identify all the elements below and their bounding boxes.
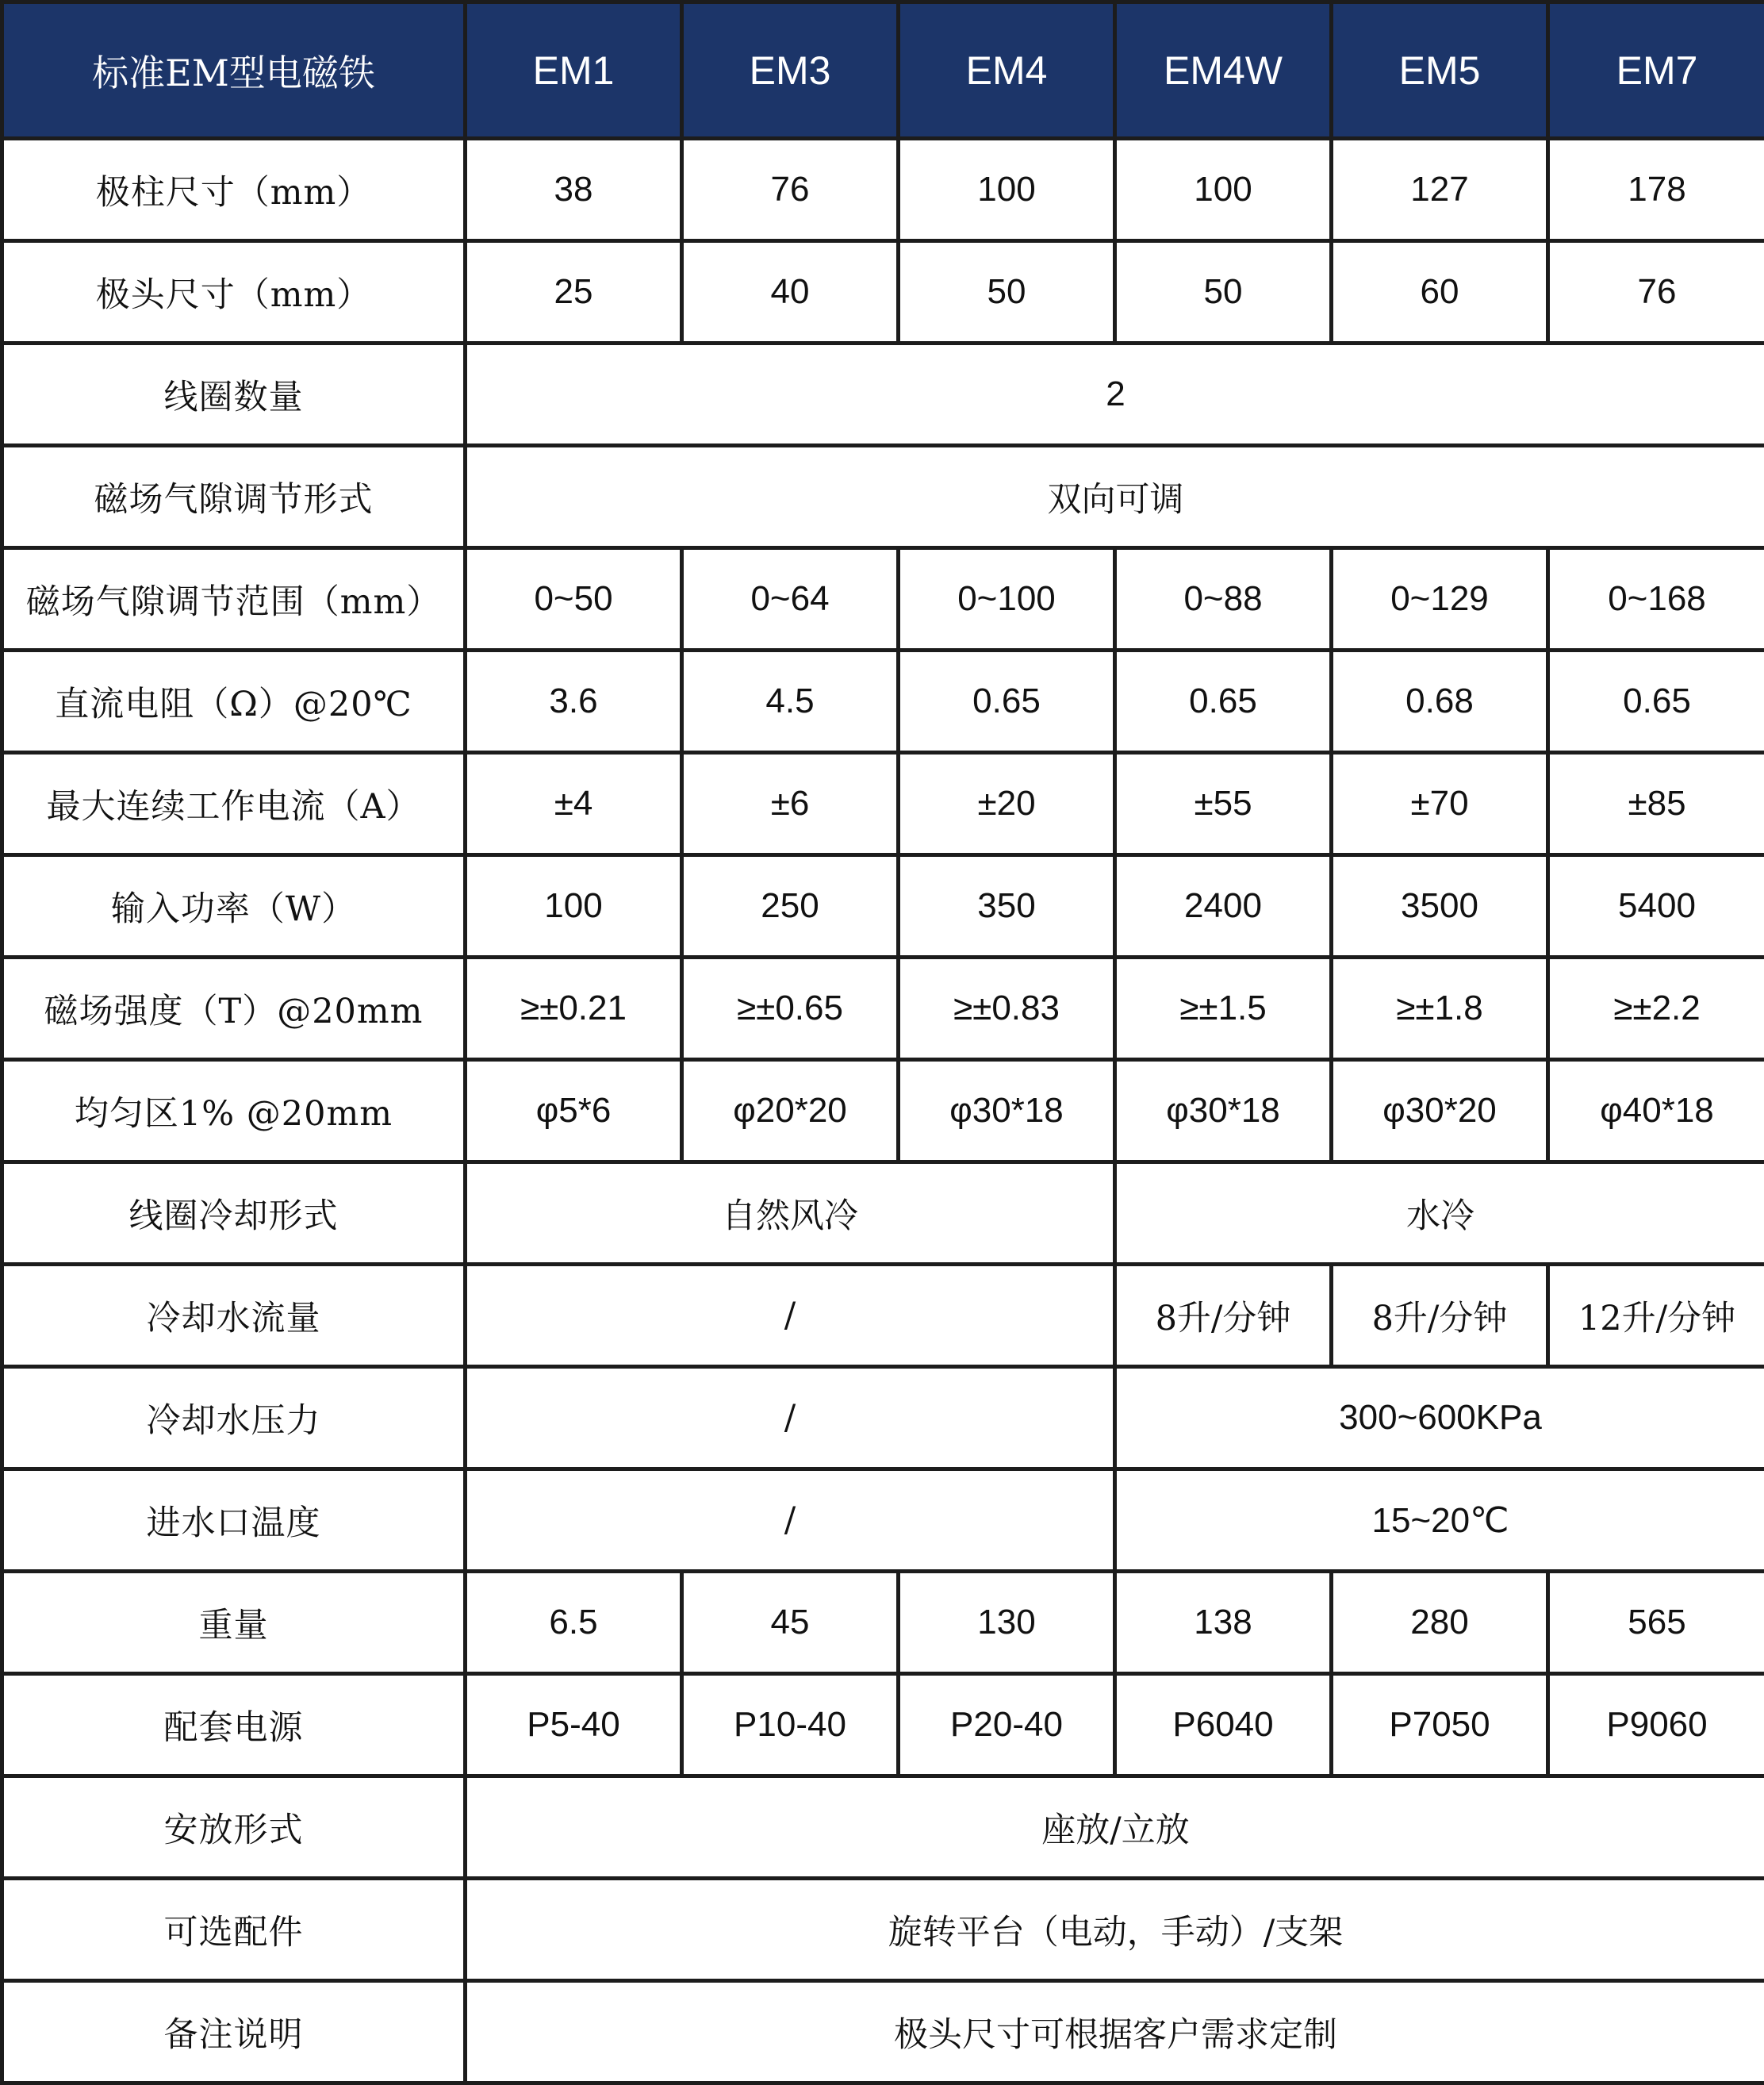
- table-cell: 50: [1115, 241, 1332, 344]
- table-cell: 0~50: [466, 548, 682, 651]
- header-model-em5: EM5: [1332, 2, 1548, 139]
- table-cell: 0.65: [899, 651, 1115, 753]
- table-cell: φ5*6: [466, 1060, 682, 1162]
- table-cell: P20-40: [899, 1674, 1115, 1776]
- row-label: 最大连续工作电流（A）: [2, 753, 466, 855]
- table-cell-merged: 极头尺寸可根据客户需求定制: [466, 1981, 1764, 2083]
- row-notes: [2, 1981, 1764, 2083]
- row-label: 可选配件: [2, 1879, 466, 1981]
- header-model-em4w: EM4W: [1115, 2, 1332, 139]
- row-field-strength: [2, 958, 1764, 1060]
- table-cell: 25: [466, 241, 682, 344]
- row-dc-resistance: [2, 651, 1764, 753]
- table-cell: 38: [466, 139, 682, 241]
- table-cell: 3500: [1332, 855, 1548, 958]
- table-cell: P9060: [1548, 1674, 1764, 1776]
- row-pole-size: [2, 139, 1764, 241]
- row-label: 线圈数量: [2, 344, 466, 446]
- table-cell-merged: 15~20℃: [1115, 1469, 1764, 1572]
- table-cell: 6.5: [466, 1572, 682, 1674]
- table-cell: φ20*20: [682, 1060, 899, 1162]
- row-label: 配套电源: [2, 1674, 466, 1776]
- row-label: 输入功率（W）: [2, 855, 466, 958]
- row-gap-adjust-form: [2, 446, 1764, 548]
- table-cell: φ30*20: [1332, 1060, 1548, 1162]
- row-label: 冷却水流量: [2, 1265, 466, 1367]
- table-cell: 5400: [1548, 855, 1764, 958]
- header-label: 标准EM型电磁铁: [2, 2, 466, 139]
- row-accessories: [2, 1879, 1764, 1981]
- table-cell: 0.65: [1548, 651, 1764, 753]
- table-cell: 8升/分钟: [1332, 1265, 1548, 1367]
- table-cell: 130: [899, 1572, 1115, 1674]
- table-cell: ±55: [1115, 753, 1332, 855]
- header-model-em4: EM4: [899, 2, 1115, 139]
- table-cell: 250: [682, 855, 899, 958]
- row-water-flow: [2, 1265, 1764, 1367]
- table-cell: 45: [682, 1572, 899, 1674]
- table-cell-merged: /: [466, 1265, 1115, 1367]
- row-label: 直流电阻（Ω）@20℃: [2, 651, 466, 753]
- table-cell: ≥±0.83: [899, 958, 1115, 1060]
- table-cell: P5-40: [466, 1674, 682, 1776]
- table-cell: 0.65: [1115, 651, 1332, 753]
- table-cell-merged: 双向可调: [466, 446, 1764, 548]
- table-cell-merged: 自然风冷: [466, 1162, 1115, 1265]
- table-cell: 100: [899, 139, 1115, 241]
- table-cell: 0~88: [1115, 548, 1332, 651]
- table-cell-merged: 300~600KPa: [1115, 1367, 1764, 1469]
- table-cell: 178: [1548, 139, 1764, 241]
- row-uniform-zone: [2, 1060, 1764, 1162]
- table-cell: 3.6: [466, 651, 682, 753]
- table-cell: ≥±1.8: [1332, 958, 1548, 1060]
- table-cell: 76: [682, 139, 899, 241]
- table-cell-merged: 水冷: [1115, 1162, 1764, 1265]
- table-cell: 2400: [1115, 855, 1332, 958]
- header-model-em3: EM3: [682, 2, 899, 139]
- table-cell: 565: [1548, 1572, 1764, 1674]
- table-cell: ±85: [1548, 753, 1764, 855]
- table-cell: 0~168: [1548, 548, 1764, 651]
- row-label: 冷却水压力: [2, 1367, 466, 1469]
- row-mounting: [2, 1776, 1764, 1879]
- table-cell: P7050: [1332, 1674, 1548, 1776]
- table-cell: 0~100: [899, 548, 1115, 651]
- table-cell-merged: 2: [466, 344, 1764, 446]
- row-cooling-form: [2, 1162, 1764, 1265]
- row-label: 安放形式: [2, 1776, 466, 1879]
- table-cell: ≥±0.65: [682, 958, 899, 1060]
- row-label: 磁场气隙调节范围（mm）: [2, 548, 466, 651]
- table-cell: ≥±2.2: [1548, 958, 1764, 1060]
- table-cell: 8升/分钟: [1115, 1265, 1332, 1367]
- table-cell-merged: 旋转平台（电动，手动）/支架: [466, 1879, 1764, 1981]
- row-label: 重量: [2, 1572, 466, 1674]
- row-inlet-temp: [2, 1469, 1764, 1572]
- table-cell: 0~129: [1332, 548, 1548, 651]
- row-gap-adjust-range: [2, 548, 1764, 651]
- row-input-power: [2, 855, 1764, 958]
- table-cell: 76: [1548, 241, 1764, 344]
- table-cell: ≥±0.21: [466, 958, 682, 1060]
- table-cell-merged: /: [466, 1367, 1115, 1469]
- table-cell: 280: [1332, 1572, 1548, 1674]
- row-label: 均匀区1% @20mm: [2, 1060, 466, 1162]
- table-cell: φ30*18: [899, 1060, 1115, 1162]
- table-cell: 100: [466, 855, 682, 958]
- row-pole-head-size: [2, 241, 1764, 344]
- table-cell: 100: [1115, 139, 1332, 241]
- table-cell: 0.68: [1332, 651, 1548, 753]
- table-cell: φ40*18: [1548, 1060, 1764, 1162]
- row-weight: [2, 1572, 1764, 1674]
- row-label: 极头尺寸（mm）: [2, 241, 466, 344]
- table-cell-merged: /: [466, 1469, 1115, 1572]
- table-cell: ±4: [466, 753, 682, 855]
- row-label: 进水口温度: [2, 1469, 466, 1572]
- table-cell: 4.5: [682, 651, 899, 753]
- row-power-supply: [2, 1674, 1764, 1776]
- table-cell: 40: [682, 241, 899, 344]
- header-row: [2, 2, 1764, 139]
- row-label: 磁场气隙调节形式: [2, 446, 466, 548]
- table-cell-merged: 座放/立放: [466, 1776, 1764, 1879]
- table-cell: ±70: [1332, 753, 1548, 855]
- table-cell: 60: [1332, 241, 1548, 344]
- header-model-em1: EM1: [466, 2, 682, 139]
- table-cell: ±20: [899, 753, 1115, 855]
- row-max-current: [2, 753, 1764, 855]
- row-water-pressure: [2, 1367, 1764, 1469]
- row-label: 磁场强度（T）@20mm: [2, 958, 466, 1060]
- table-cell: 0~64: [682, 548, 899, 651]
- table-cell: 350: [899, 855, 1115, 958]
- table-cell: 138: [1115, 1572, 1332, 1674]
- table-cell: P6040: [1115, 1674, 1332, 1776]
- header-model-em7: EM7: [1548, 2, 1764, 139]
- table-cell: 12升/分钟: [1548, 1265, 1764, 1367]
- table-cell: P10-40: [682, 1674, 899, 1776]
- table-cell: 127: [1332, 139, 1548, 241]
- row-coil-count: [2, 344, 1764, 446]
- row-label: 极柱尺寸（mm）: [2, 139, 466, 241]
- table-cell: ±6: [682, 753, 899, 855]
- table-cell: 50: [899, 241, 1115, 344]
- row-label: 备注说明: [2, 1981, 466, 2083]
- table-cell: φ30*18: [1115, 1060, 1332, 1162]
- row-label: 线圈冷却形式: [2, 1162, 466, 1265]
- table-cell: ≥±1.5: [1115, 958, 1332, 1060]
